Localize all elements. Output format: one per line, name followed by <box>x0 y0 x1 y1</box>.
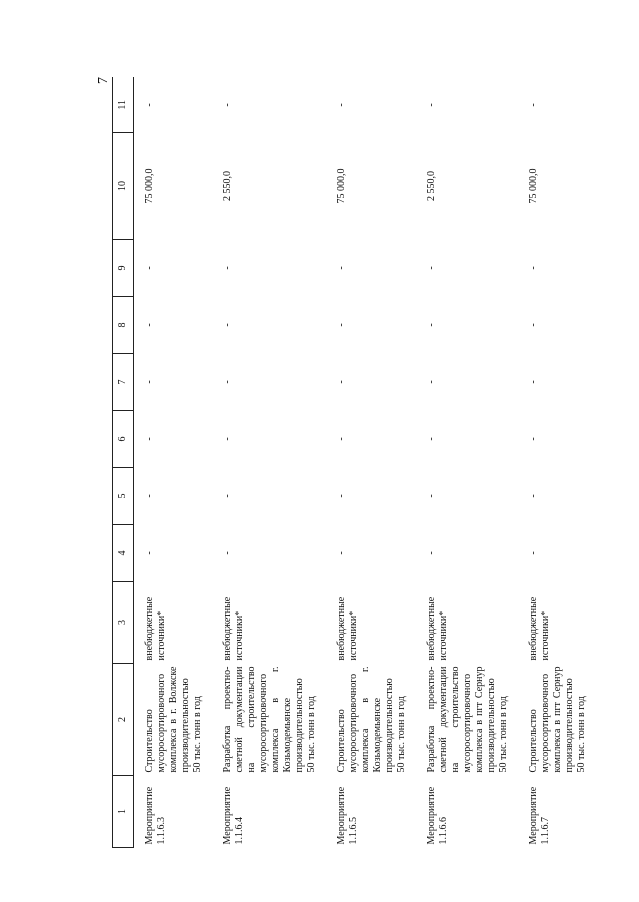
measure-id: Мероприятие 1.1.6.4 <box>222 786 245 845</box>
cell: - <box>528 494 539 498</box>
cell: - <box>144 323 155 327</box>
column-header: 11 <box>113 78 134 133</box>
column-header: 4 <box>113 525 134 582</box>
cell: - <box>222 323 233 327</box>
column-header: 6 <box>113 411 134 468</box>
measure-id: Мероприятие 1.1.6.5 <box>336 786 359 845</box>
measure-id: Мероприятие 1.1.6.3 <box>144 786 167 845</box>
amount-cell: 75 000,0 <box>336 168 347 204</box>
table-row <box>212 78 326 848</box>
cell: - <box>336 437 347 441</box>
funding-source: внебюджетные источники* <box>222 596 245 661</box>
cell: - <box>144 266 155 270</box>
cell: - <box>144 437 155 441</box>
amount-cell: 2 550,0 <box>426 171 437 201</box>
cell: - <box>426 437 437 441</box>
cell: - <box>528 323 539 327</box>
cell: - <box>336 494 347 498</box>
column-header: 7 <box>113 354 134 411</box>
cell: - <box>426 380 437 384</box>
cell: - <box>426 103 437 107</box>
page-number: 7 <box>96 77 111 84</box>
funding-source: внебюджетные источники* <box>144 596 167 661</box>
cell: - <box>222 437 233 441</box>
funding-source: внебюджетные источники* <box>426 596 449 661</box>
cell: - <box>528 380 539 384</box>
measure-id: Мероприятие 1.1.6.6 <box>426 786 449 845</box>
cell: - <box>222 494 233 498</box>
cell: - <box>528 551 539 555</box>
cell: - <box>528 266 539 270</box>
cell: - <box>222 266 233 270</box>
column-header: 8 <box>113 297 134 354</box>
column-header: 5 <box>113 468 134 525</box>
amount-cell: 75 000,0 <box>528 168 539 204</box>
cell: - <box>426 551 437 555</box>
cell: - <box>144 494 155 498</box>
cell: - <box>528 437 539 441</box>
cell: - <box>222 380 233 384</box>
cell: - <box>222 551 233 555</box>
cell: - <box>144 380 155 384</box>
funding-source: внебюджетные источники* <box>336 596 359 661</box>
cell: - <box>336 551 347 555</box>
measure-name: Разработка проектно-сметной документации на строительство мусоросортировочного комплекса в пгт Сернур производительностью 50 тыс. тонн в год <box>426 666 509 773</box>
amount-cell: 75 000,0 <box>144 168 155 204</box>
cell: - <box>336 380 347 384</box>
column-header: 9 <box>113 240 134 297</box>
column-header: 2 <box>113 664 134 776</box>
measure-name: Разработка проектно-сметной документации на строительство мусоросортировочного комплекса в г. Козьмодемьянске производительностью 50 тыс. тонн в год <box>222 666 317 773</box>
table-row <box>134 78 213 848</box>
column-header: 1 <box>113 776 134 848</box>
funding-source: внебюджетные источники* <box>528 596 551 661</box>
cell: - <box>426 266 437 270</box>
rotated-table-container <box>112 78 587 848</box>
column-header: 3 <box>113 582 134 664</box>
cell: - <box>336 266 347 270</box>
column-header: 10 <box>113 133 134 240</box>
cell: - <box>222 103 233 107</box>
cell: - <box>528 103 539 107</box>
amount-cell: 2 550,0 <box>222 171 233 201</box>
table-row <box>326 78 416 848</box>
cell: - <box>144 551 155 555</box>
table-row <box>518 78 596 848</box>
measure-id: Мероприятие 1.1.6.7 <box>528 786 551 845</box>
measure-name: Строительство мусоросортировочного комплекса в пгт Сернур производительностью 50 тыс. тонн в год <box>528 666 587 773</box>
measure-name: Строительство мусоросортировочного комплекса в г. Козьмодемьянске производительностью 50 тыс. тонн в год <box>336 666 407 773</box>
program-measures-table <box>112 78 596 849</box>
measure-name: Строительство мусоросортировочного комплекса в г. Волжске производительностью 50 тыс. тонн в год <box>144 666 203 773</box>
cell: - <box>426 323 437 327</box>
cell: - <box>336 103 347 107</box>
cell: - <box>336 323 347 327</box>
header-row <box>113 78 134 848</box>
cell: - <box>426 494 437 498</box>
cell: - <box>144 103 155 107</box>
table-row <box>416 78 518 848</box>
